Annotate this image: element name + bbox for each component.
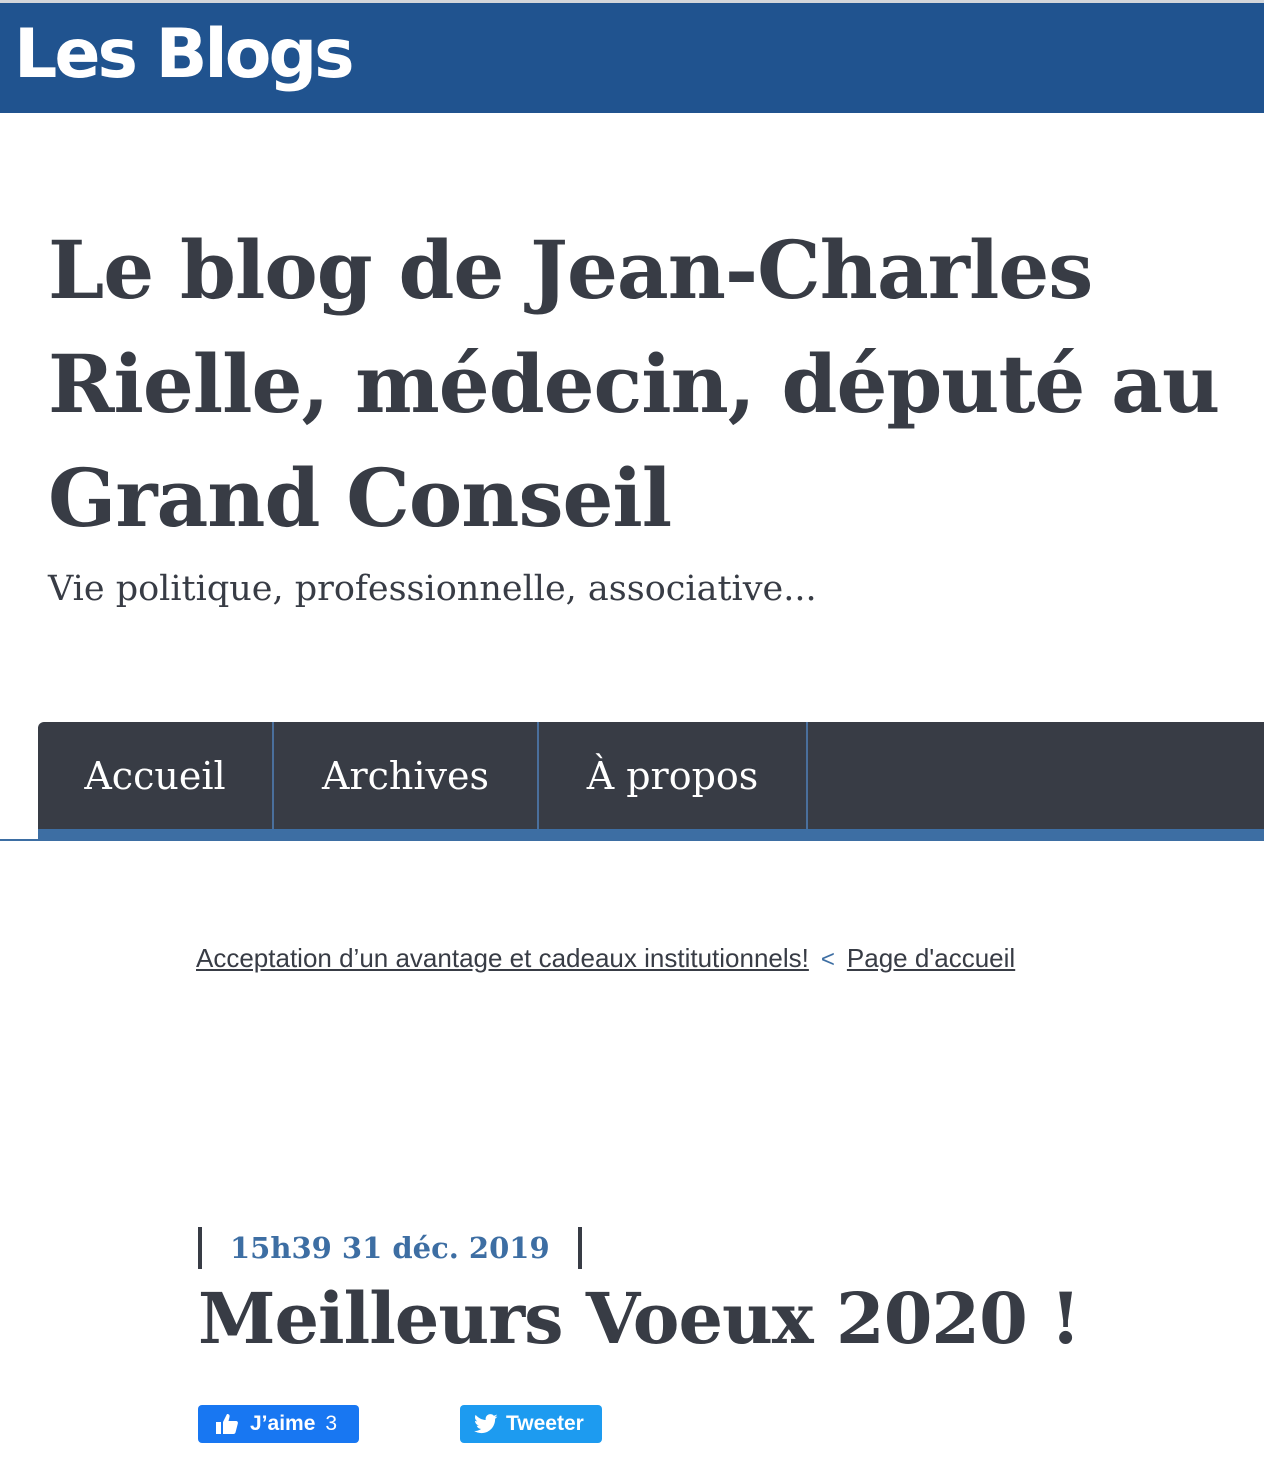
tweet-label: Tweeter	[506, 1412, 584, 1435]
blog-subtitle: Vie politique, professionnelle, associative...	[48, 569, 817, 609]
thumbs-up-icon	[212, 1409, 242, 1439]
meta-bar-left	[198, 1227, 202, 1269]
nav-item-accueil[interactable]: Accueil	[38, 722, 274, 829]
previous-post-link[interactable]: Acceptation d’un avantage et cadeaux institutionnels!	[196, 943, 809, 973]
post-navigation	[196, 938, 1015, 980]
post-title: Meilleurs Voeux 2020 !	[198, 1277, 1080, 1360]
home-page-link[interactable]: Page d'accueil	[846, 943, 1016, 973]
nav-item-a-propos[interactable]: À propos	[539, 722, 808, 829]
nav-item-archives[interactable]: Archives	[274, 722, 539, 829]
nav-underline	[38, 829, 1264, 840]
nav-separator: <	[820, 946, 835, 973]
blog-title[interactable]: Le blog de Jean-Charles Rielle, médecin, député au Grand Conseil	[48, 223, 1220, 545]
post-datetime: 15h39 31 déc. 2019	[230, 1231, 550, 1265]
tweet-button[interactable]	[460, 1405, 602, 1443]
post-meta	[198, 1227, 582, 1269]
meta-bar-right	[578, 1227, 582, 1269]
like-label: J’aime	[250, 1412, 316, 1435]
main-nav	[38, 722, 1264, 829]
like-count: 3	[325, 1412, 338, 1435]
twitter-bird-icon	[472, 1410, 500, 1438]
site-header	[0, 3, 1264, 113]
facebook-like-button[interactable]	[198, 1405, 359, 1443]
site-logo[interactable]: Les Blogs	[14, 15, 352, 94]
